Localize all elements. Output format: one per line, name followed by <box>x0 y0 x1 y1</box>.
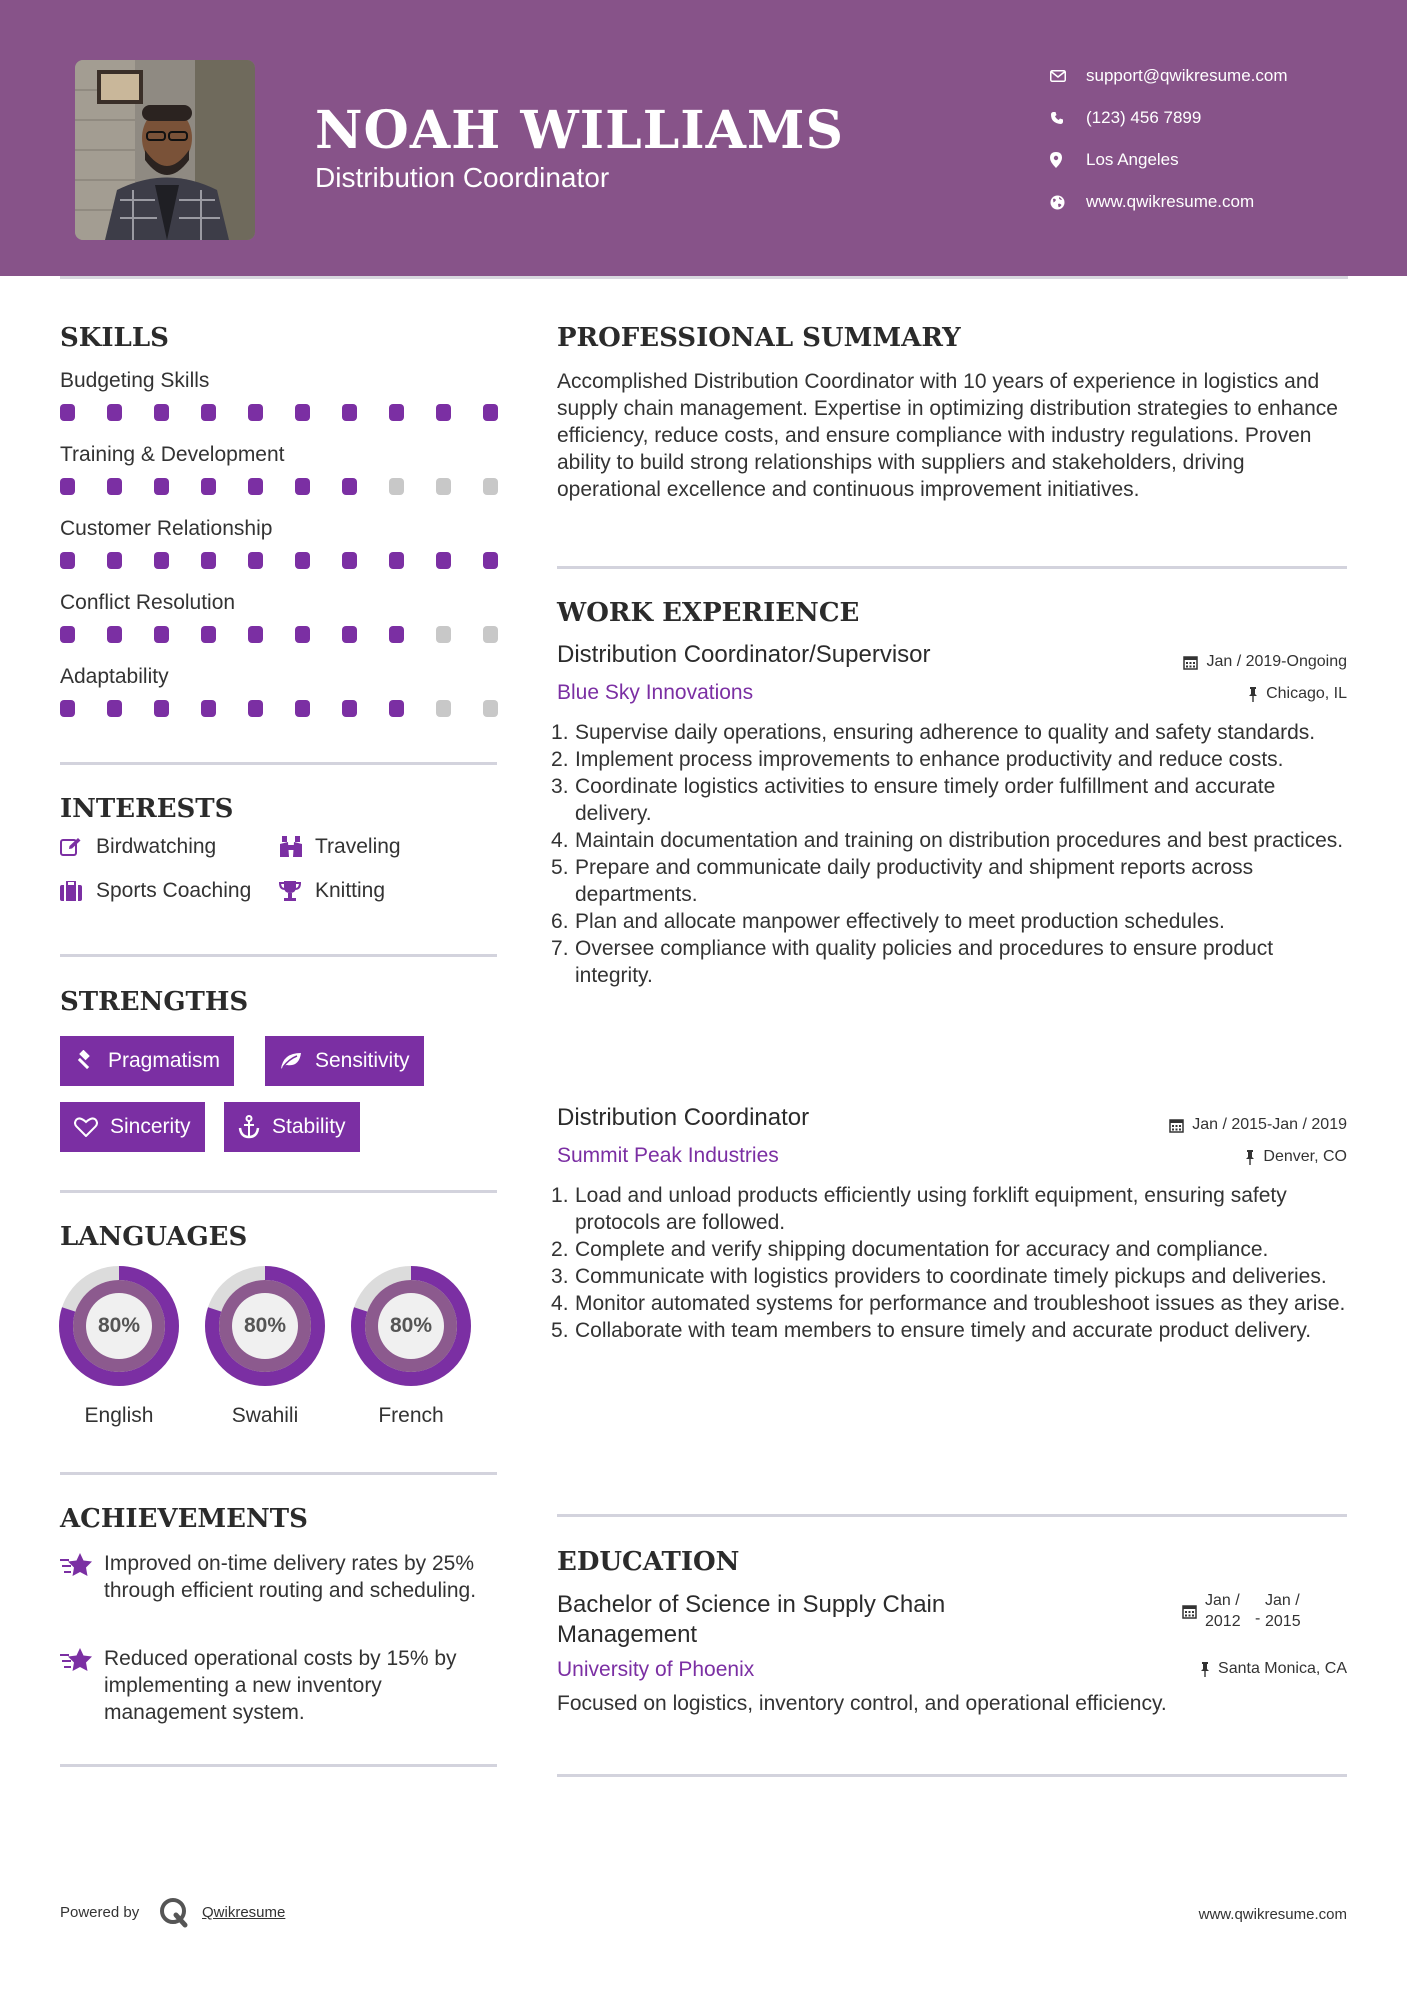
job-company: Blue Sky Innovations <box>557 681 754 704</box>
footer-website[interactable]: www.qwikresume.com <box>1198 1906 1347 1923</box>
language-item <box>57 1264 181 1427</box>
leaf-icon <box>279 1051 303 1071</box>
skill-level-dots <box>60 692 497 736</box>
globe-icon <box>1050 195 1086 210</box>
skill-dot-filled <box>154 552 169 569</box>
education-degree: Bachelor of Science in Supply Chain Management <box>557 1591 946 1648</box>
duty-item: Plan and allocate manpower effectively to meet production schedules. <box>575 910 1225 933</box>
language-percent: 80% <box>389 1314 433 1337</box>
skill-dot-filled <box>154 404 169 421</box>
skill-dot-filled <box>436 552 451 569</box>
job-date-text: Jan / 2019-Ongoing <box>1206 653 1347 670</box>
job-location <box>1245 1148 1347 1166</box>
education-date-start: Jan / 2012 <box>1205 1592 1241 1630</box>
skill-dot-filled <box>107 700 122 717</box>
skill-name: Adaptability <box>60 665 169 688</box>
job-entry <box>557 641 1347 1091</box>
skill-dot-empty <box>436 700 451 717</box>
interest-item <box>60 879 251 903</box>
calendar-icon <box>1182 1604 1197 1619</box>
skill-name: Customer Relationship <box>60 517 273 540</box>
skill-dot-filled <box>342 404 357 421</box>
skill-dot-filled <box>248 626 263 643</box>
strength-label: Sincerity <box>110 1115 191 1138</box>
achievement-item <box>60 1645 500 1726</box>
skill-dot-empty <box>436 626 451 643</box>
skill-name: Conflict Resolution <box>60 591 236 614</box>
section-divider <box>60 954 497 957</box>
contact-location-text: Los Angeles <box>1086 150 1179 169</box>
duty-item: Maintain documentation and training on distribution procedures and best practices. <box>575 829 1344 852</box>
skill-dot-filled <box>483 552 498 569</box>
skill-dot-filled <box>248 552 263 569</box>
skill-item <box>60 588 497 662</box>
skill-dot-filled <box>295 552 310 569</box>
edit-icon <box>60 837 96 857</box>
qwikresume-logo-icon <box>158 1896 190 1933</box>
skill-dot-empty <box>389 478 404 495</box>
envelope-icon <box>1050 70 1086 82</box>
skill-item <box>60 662 497 736</box>
job-date <box>1169 1116 1347 1134</box>
skills-list <box>60 366 497 736</box>
duty-item: Complete and verify shipping documentation for accuracy and compliance. <box>575 1238 1269 1261</box>
skill-item <box>60 514 497 588</box>
skill-dot-filled <box>342 626 357 643</box>
powered-by-text: Powered by <box>60 1904 140 1921</box>
skill-dot-filled <box>107 404 122 421</box>
strength-tag <box>224 1102 360 1152</box>
job-company: Summit Peak Industries <box>557 1144 779 1167</box>
skill-dot-filled <box>342 552 357 569</box>
job-location <box>1248 685 1347 703</box>
skill-dot-filled <box>60 404 75 421</box>
education-entry <box>557 1590 1347 1730</box>
interest-label: Birdwatching <box>96 835 217 858</box>
strength-label: Sensitivity <box>315 1049 410 1072</box>
skill-dot-filled <box>201 700 216 717</box>
duty-item: Collaborate with team members to ensure timely and accurate product delivery. <box>575 1319 1312 1342</box>
language-percent: 80% <box>243 1314 287 1337</box>
skill-dot-filled <box>389 552 404 569</box>
skills-title: SKILLS <box>60 323 169 353</box>
skill-dot-empty <box>483 478 498 495</box>
skill-dot-filled <box>248 478 263 495</box>
skill-dot-filled <box>201 404 216 421</box>
skill-level-dots <box>60 544 497 588</box>
skill-dot-filled <box>436 404 451 421</box>
strength-tag <box>265 1036 424 1086</box>
contact-phone[interactable] <box>1050 97 1288 139</box>
section-divider <box>557 566 1347 569</box>
skill-dot-filled <box>389 404 404 421</box>
skill-dot-filled <box>60 552 75 569</box>
interest-item <box>279 879 385 903</box>
calendar-icon <box>1169 1118 1184 1133</box>
contact-phone-text: (123) 456 7899 <box>1086 108 1202 127</box>
duty-item: Communicate with logistics providers to coordinate timely pickups and deliveries. <box>575 1265 1327 1288</box>
skill-dot-filled <box>201 626 216 643</box>
skill-dot-filled <box>295 700 310 717</box>
achievements-title: ACHIEVEMENTS <box>60 1504 308 1534</box>
job-title: Distribution Coordinator/Supervisor <box>557 641 931 668</box>
section-divider <box>60 1764 497 1767</box>
duty-item: Prepare and communicate daily productivity and shipment reports across departments. <box>575 856 1254 906</box>
duty-item: Implement process improvements to enhance productivity and reduce costs. <box>575 748 1284 771</box>
strengths-title: STRENGTHS <box>60 987 249 1017</box>
skill-dot-filled <box>201 552 216 569</box>
duty-item: Monitor automated systems for performance and troubleshoot issues as they arise. <box>575 1292 1346 1315</box>
job-date <box>1183 653 1347 671</box>
skill-level-dots <box>60 470 497 514</box>
interests-title: INTERESTS <box>60 794 234 824</box>
language-percent: 80% <box>97 1314 141 1337</box>
duty-item: Oversee compliance with quality policies and procedures to ensure product integrity. <box>575 937 1274 987</box>
strength-label: Pragmatism <box>108 1049 221 1072</box>
skill-dot-empty <box>436 478 451 495</box>
skill-level-dots <box>60 396 497 440</box>
language-name: Swahili <box>231 1404 299 1427</box>
strength-tag <box>60 1036 234 1086</box>
contact-email[interactable] <box>1050 55 1288 97</box>
skill-dot-filled <box>107 478 122 495</box>
skill-dot-filled <box>154 700 169 717</box>
interest-label: Traveling <box>315 835 401 858</box>
star-icon <box>60 1647 94 1680</box>
education-description: Focused on logistics, inventory control, and operational efficiency. <box>557 1692 1167 1715</box>
skill-dot-filled <box>342 478 357 495</box>
profile-photo <box>75 60 255 240</box>
skill-dot-empty <box>483 626 498 643</box>
section-divider <box>557 1774 1347 1777</box>
job-entry <box>557 1104 1347 1464</box>
contact-website[interactable] <box>1050 181 1288 223</box>
job-location-text: Denver, CO <box>1263 1148 1347 1165</box>
skill-item <box>60 440 497 514</box>
skill-dot-filled <box>295 478 310 495</box>
skill-dot-filled <box>295 626 310 643</box>
gavel-icon <box>74 1050 96 1072</box>
skill-name: Training & Development <box>60 443 285 466</box>
interests-list <box>60 835 500 935</box>
language-item <box>349 1264 473 1427</box>
strength-tag <box>60 1102 205 1152</box>
duty-item: Coordinate logistics activities to ensure timely order fulfillment and accurate delivery. <box>575 775 1276 825</box>
heart-icon <box>74 1117 98 1137</box>
map-pin-icon <box>1050 152 1086 168</box>
pin-icon <box>1200 1662 1210 1677</box>
star-icon <box>60 1552 94 1585</box>
summary-title: PROFESSIONAL SUMMARY <box>557 323 961 353</box>
pin-icon <box>1245 1150 1255 1165</box>
education-date <box>1182 1590 1313 1632</box>
interest-label: Sports Coaching <box>96 879 252 902</box>
contact-email-text: support@qwikresume.com <box>1086 66 1288 85</box>
skill-dot-filled <box>154 478 169 495</box>
contact-website-text: www.qwikresume.com <box>1086 192 1255 211</box>
job-location-text: Chicago, IL <box>1266 685 1347 702</box>
trophy-icon <box>279 880 315 902</box>
job-title: Distribution Coordinator <box>557 1104 810 1131</box>
skill-dot-filled <box>60 626 75 643</box>
language-item <box>203 1264 327 1427</box>
skill-dot-filled <box>154 626 169 643</box>
languages-title: LANGUAGES <box>60 1222 248 1252</box>
skill-dot-filled <box>389 626 404 643</box>
job-duties <box>557 1182 1347 1344</box>
section-divider <box>60 1190 497 1193</box>
achievement-text: Improved on-time delivery rates by 25% through efficient routing and scheduling. <box>104 1552 477 1602</box>
duty-item: Load and unload products efficiently using forklift equipment, ensuring safety protocols are followed. <box>575 1184 1287 1234</box>
skill-dot-filled <box>295 404 310 421</box>
education-date-end: Jan / 2015 <box>1265 1592 1301 1630</box>
duty-item: Supervise daily operations, ensuring adherence to quality and safety standards. <box>575 721 1316 744</box>
header-divider <box>60 276 1348 279</box>
section-divider <box>60 1472 497 1475</box>
language-name: English <box>84 1404 154 1427</box>
skill-dot-filled <box>60 700 75 717</box>
candidate-title: Distribution Coordinator <box>315 162 610 193</box>
candidate-name: NOAH WILLIAMS <box>315 100 845 161</box>
job-date-text: Jan / 2015-Jan / 2019 <box>1192 1116 1347 1133</box>
briefcase-icon <box>60 881 96 901</box>
interest-item <box>60 835 216 859</box>
skill-dot-filled <box>60 478 75 495</box>
section-divider <box>60 762 497 765</box>
language-name: French <box>378 1404 444 1427</box>
skill-dot-filled <box>248 404 263 421</box>
date-separator: - <box>1255 1609 1261 1627</box>
phone-icon <box>1050 111 1086 125</box>
contact-list <box>1050 55 1288 223</box>
education-title: EDUCATION <box>557 1547 740 1577</box>
qwikresume-link[interactable]: Qwikresume <box>202 1904 286 1921</box>
binoculars-icon <box>279 836 315 858</box>
skill-dot-filled <box>107 552 122 569</box>
education-school: University of Phoenix <box>557 1658 755 1681</box>
anchor-icon <box>238 1115 260 1139</box>
skill-dot-filled <box>107 626 122 643</box>
interest-label: Knitting <box>315 879 386 902</box>
skill-dot-filled <box>201 478 216 495</box>
experience-title: WORK EXPERIENCE <box>557 598 860 628</box>
interest-item <box>279 835 401 859</box>
achievement-text: Reduced operational costs by 15% by implementing a new inventory management system. <box>104 1647 457 1724</box>
pin-icon <box>1248 687 1258 702</box>
skill-dot-filled <box>389 700 404 717</box>
skill-level-dots <box>60 618 497 662</box>
strength-label: Stability <box>272 1115 346 1138</box>
education-location-text: Santa Monica, CA <box>1218 1660 1347 1677</box>
job-duties <box>557 719 1347 989</box>
skill-name: Budgeting Skills <box>60 369 210 392</box>
calendar-icon <box>1183 655 1198 670</box>
resume-header <box>0 0 1407 276</box>
summary-text: Accomplished Distribution Coordinator with 10 years of experience in logistics and supply chain management. Expertise in optimizing distribution strategies to enhance efficiency, reduce costs, and ensure compliance with industry regulations. Proven ability to build strong relationships with suppliers and stakeholders, driving operational excellence and continuous improvement initiatives. <box>557 370 1338 501</box>
achievement-item <box>60 1550 500 1604</box>
skill-item <box>60 366 497 440</box>
skill-dot-filled <box>483 404 498 421</box>
contact-location <box>1050 139 1288 181</box>
education-location <box>1200 1660 1347 1678</box>
section-divider <box>557 1514 1347 1517</box>
skill-dot-empty <box>483 700 498 717</box>
skill-dot-filled <box>248 700 263 717</box>
skill-dot-filled <box>342 700 357 717</box>
